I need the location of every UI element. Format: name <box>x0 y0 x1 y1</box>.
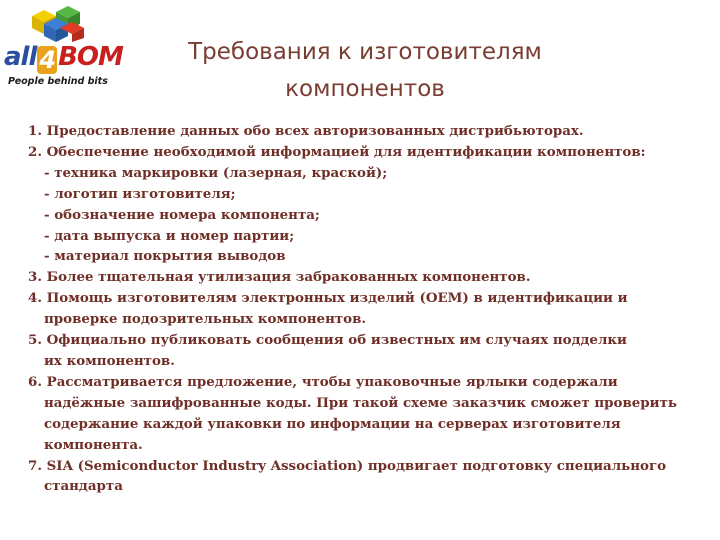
list-item-2: 2. Обеспечение необходимой информацией для идентификации компонентов: <box>28 143 646 160</box>
logo-cubes-icon <box>30 2 86 42</box>
sub-item-lead-finish: - материал покрытия выводов <box>44 248 286 265</box>
list-item-6-continued-1: надёжные зашифрованные коды. При такой схеме заказчик сможет проверить <box>44 394 677 411</box>
list-item-5-continued: их компонентов. <box>44 352 175 369</box>
logo-word-bom: BOM <box>58 42 123 72</box>
list-item-3: 3. Более тщательная утилизация забракованных компонентов. <box>28 269 531 286</box>
list-item-1: 1. Предоставление данных обо всех авторизованных дистрибьюторах. <box>28 123 584 139</box>
sub-item-marking: - техника маркировки (лазерная, краской); <box>44 164 388 181</box>
list-item-6: 6. Рассматривается предложение, чтобы упаковочные ярлыки содержали <box>28 373 618 390</box>
logo-word-all: all <box>4 42 37 72</box>
company-logo <box>2 2 130 92</box>
sub-item-date-lot: - дата выпуска и номер партии; <box>44 227 295 244</box>
list-item-4-continued: проверке подозрительных компонентов. <box>44 311 367 328</box>
logo-tagline: People behind bits <box>8 76 108 87</box>
page-title <box>150 34 580 108</box>
page-title-line-2: компонентов <box>285 76 445 102</box>
logo-word-four: 4 <box>39 46 56 74</box>
requirements-list <box>28 121 708 497</box>
sub-item-logo: - логотип изготовителя; <box>44 185 236 202</box>
list-item-6-continued-2: содержание каждой упаковки по информации на серверах изготовителя <box>44 415 621 432</box>
list-item-6-continued-3: компонента. <box>44 436 143 453</box>
page-title-line-1: Требования к изготовителям <box>188 39 542 65</box>
list-item-4: 4. Помощь изготовителям электронных изделий (OEM) в идентификации и <box>28 290 628 307</box>
list-item-7-continued: стандарта <box>44 478 123 495</box>
sub-item-part-number: - обозначение номера компонента; <box>44 206 320 223</box>
logo-wordmark <box>4 40 123 74</box>
list-item-7: 7. SIA (Semiconductor Industry Association) продвигает подготовку специального <box>28 457 667 474</box>
list-item-5: 5. Официально публиковать сообщения об известных им случаях подделки <box>28 332 627 349</box>
